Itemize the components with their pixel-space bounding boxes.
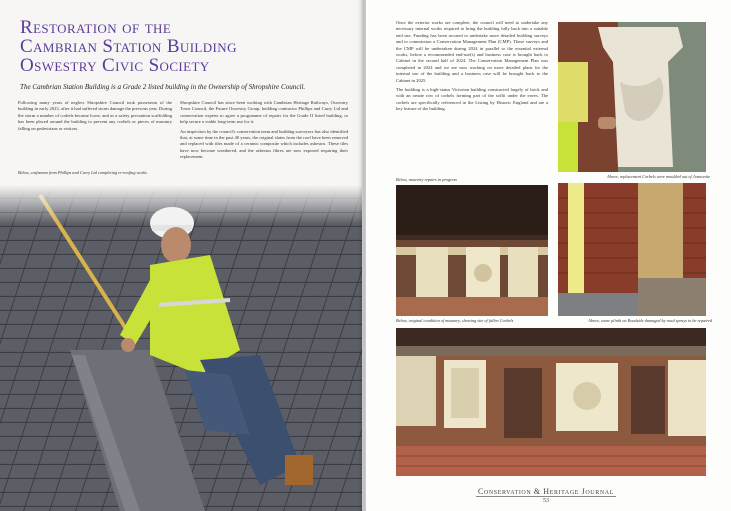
masonry-caption: Below, masonry repairs in progress — [396, 177, 457, 182]
right-column — [396, 20, 548, 116]
left-column-1 — [18, 100, 172, 135]
new-corbel-caption: Above, replacement Corbels were moulded out of Jesmonite — [606, 174, 710, 179]
original-corbels-photo — [396, 328, 706, 476]
roof-photo-caption: Below, craftsman from Phillips and Curry Ltd completing re-roofing works — [18, 170, 147, 175]
article-subtitle: The Cambrian Station Building is a Grade 2 listed building in the Ownership of Shropshire Council. — [20, 83, 306, 91]
masonry-repair-photo — [396, 185, 548, 316]
left-column-2 — [180, 100, 348, 164]
new-corbel-photo — [558, 22, 706, 172]
roofer-photo — [0, 185, 362, 511]
article-title — [20, 18, 350, 75]
title-line-3: Oswestry Civic Society — [20, 55, 210, 76]
paragraph: Shropshire Council has since been working with Cambrian Heritage Railways, Oswestry Town Council, the Future Oswestry Group, building contractor Phillips and Curry Ltd and conservation experts to agree a programme of repairs for the Grade II listed building, to help secure a viable long-term use for it. — [180, 100, 348, 125]
stone-plinth-caption: Above, stone plinth on Roadside damaged by road sprays to be repaired — [588, 318, 712, 323]
original-condition-caption: Below, original condition of masonry, showing site of fallen Corbels — [396, 318, 514, 323]
right-page — [366, 0, 731, 511]
page-number: 53 — [543, 498, 549, 504]
paragraph: The building is a high-status Victorian building constructed largely of brick and with an ornate row of corbels forming part of the soffit under the eaves. The corbels are specifically referenced in the Listing by Historic England and are a key feature of the building. — [396, 87, 548, 112]
paragraph: Following many years of neglect Shropshire Council took possession of the building in early 2023, after it had suffered storm damage the previous year. During the storm a number of corbels became loose, and as a safety precaution scaffolding has been placed around the building to prevent any corbels or pieces of masonry falling on pedestrians or visitors. — [18, 100, 172, 131]
paragraph: Once the exterior works are complete, the council will need to undertake any necessary internal works required to bring the building fully back into a suitable end use. Funding has been secured to undertake more detailed building surveys and to commission a Conservation Management Plan (CMP). These surveys and the CMP will be undertaken during 2024 in parallel to the essential external works, before a recommended end-use(s) and business case is brought back to Cabinet in the second half of 2024. The Conservation Management Plan was completed in 2024 and we are now working on more detailed plans for the internal use of the building and a business case will be brought back to the Cabinet in 2025. — [396, 20, 548, 83]
title-line-1: Restoration of the — [20, 17, 172, 38]
paragraph: An inspection by the council's conservation team and building surveyors has also identified that, at some time in the past 40 years, the original slates from the roof have been removed and replaced with tiles made of a ceramic composite which includes asbestos. These tiles have now become weathered, and the asbestos fibres are now exposed requiring their replacement. — [180, 128, 348, 160]
footer-rule — [476, 496, 616, 497]
stone-plinth-photo — [558, 183, 706, 316]
left-page — [0, 0, 362, 511]
title-line-2: Cambrian Station Building — [20, 36, 237, 57]
journal-name: Conservation & Heritage Journal — [478, 487, 614, 496]
